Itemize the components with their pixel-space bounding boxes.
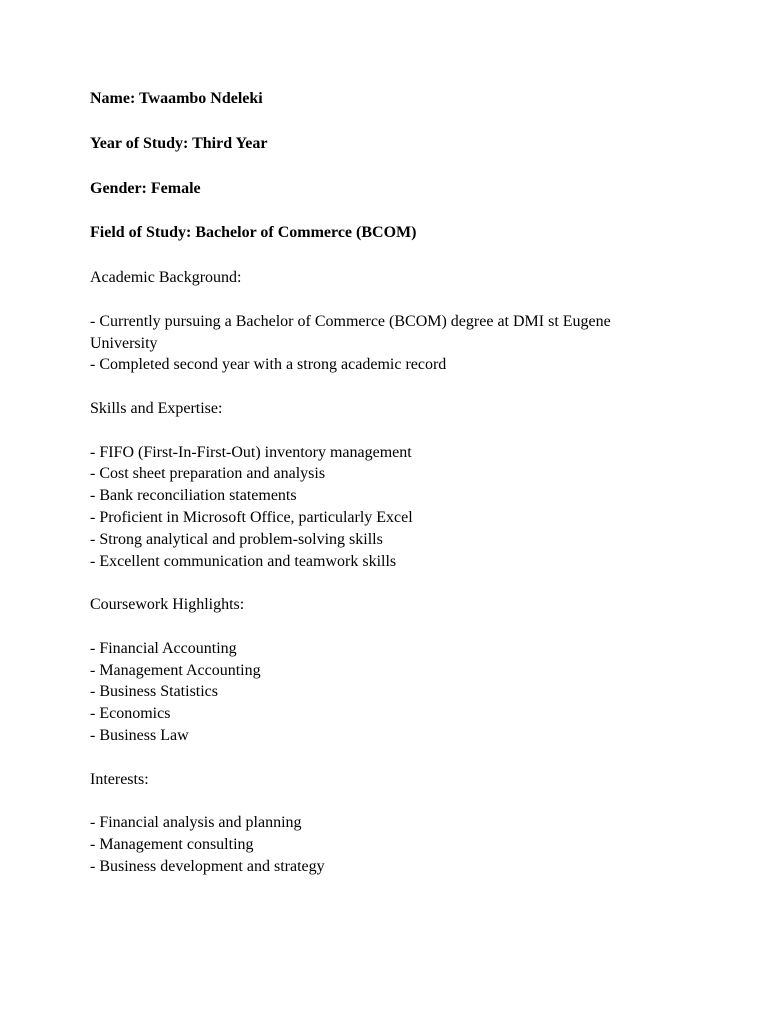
name-line: Name: Twaambo Ndeleki <box>90 90 263 107</box>
skills-item: - Proficient in Microsoft Office, particularly Excel <box>90 508 413 526</box>
coursework-item: - Business Law <box>90 726 189 744</box>
interests-item: - Management consulting <box>90 835 254 853</box>
academic-item: - Currently pursuing a Bachelor of Commerce (BCOM) degree at DMI st Eugene University <box>90 312 611 352</box>
interests-heading: Interests: <box>90 770 149 788</box>
skills-item: - Bank reconciliation statements <box>90 487 297 505</box>
skills-item: - Cost sheet preparation and analysis <box>90 465 326 483</box>
coursework-item: - Financial Accounting <box>90 639 237 657</box>
coursework-item: - Economics <box>90 705 171 723</box>
academic-heading: Academic Background: <box>90 269 242 287</box>
skills-item: - Strong analytical and problem-solving skills <box>90 530 383 548</box>
year-line: Year of Study: Third Year <box>90 134 268 152</box>
interests-item: - Business development and strategy <box>90 857 325 875</box>
coursework-item: - Management Accounting <box>90 661 261 679</box>
skills-item: - FIFO (First-In-First-Out) inventory management <box>90 443 412 461</box>
academic-item: - Completed second year with a strong academic record <box>90 356 447 374</box>
skills-item: - Excellent communication and teamwork skills <box>90 552 397 570</box>
field-line: Field of Study: Bachelor of Commerce (BCOM) <box>90 224 417 242</box>
skills-heading: Skills and Expertise: <box>90 399 223 417</box>
document-page <box>90 88 680 878</box>
interests-item: - Financial analysis and planning <box>90 814 302 832</box>
coursework-heading: Coursework Highlights: <box>90 596 245 614</box>
gender-line: Gender: Female <box>90 179 201 197</box>
coursework-item: - Business Statistics <box>90 683 219 701</box>
